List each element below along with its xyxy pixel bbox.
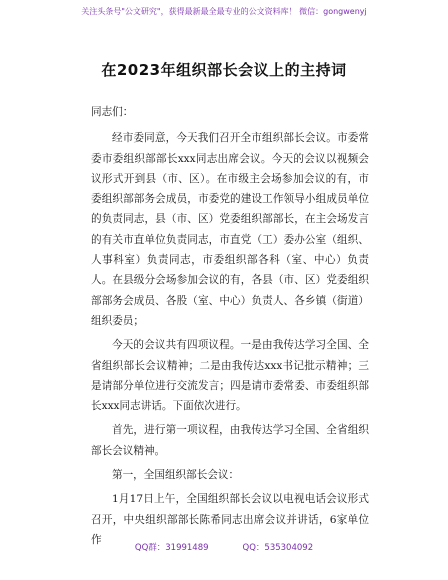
- paragraph-agenda: 今天的会议共有四项议程。一是由我传达学习全国、全省组织部长会议精神；二是由我传达xxx书记批示精神；三是请部分单位进行交流发言；四是请市委常委、市委组织部长xxx同志讲话。下面依次进行。: [91, 339, 369, 413]
- document-title: 在2023年组织部长会议上的主持词: [101, 61, 347, 79]
- footer-qq-group: QQ群：31991489: [134, 543, 209, 553]
- paragraph-national-meeting-detail: 1月17日上午，全国组织部长会议以电视电话会议形式召开，中央组织部部长陈希同志出席会议并讲话，6家单位作: [91, 493, 369, 546]
- paragraph-national-meeting-heading: 第一，全国组织部长会议：: [112, 469, 240, 482]
- salutation: 同志们：: [91, 106, 134, 118]
- paragraph-meeting-intro: 经市委同意，今天我们召开全市组织部长会议。市委常委市委组织部部长xxx同志出席会议。今天的会议以视频会议形式开到县（市、区）。在市级主会场参加会议的有，市委组织部部务会成员，市委党的建设工作领导小组成员单位的负责同志，县（市、区）党委组织部部长，在主会场发言的有关市直单位负责同志，市直党（工）委办公室（组织、人事科室）负责同志，市委组织部各科（室、中心）负责人。在县级分会场参加会议的有，各县（市、区）党委组织部部务会成员、各股（室、中心）负责人、各乡镇（街道）组织委员；: [91, 132, 369, 327]
- footer-contact: [0, 542, 448, 554]
- document-body: [91, 102, 369, 554]
- paragraph-first-item: 首先，进行第一项议程，由我传达学习全国、全省组织部长会议精神。: [91, 424, 369, 457]
- header-promo-note: 关注头条号"公文研究"，获得最新最全最专业的公文资料库！ 微信：gongwenyj: [81, 7, 367, 16]
- footer-qq: QQ：535304092: [242, 543, 314, 553]
